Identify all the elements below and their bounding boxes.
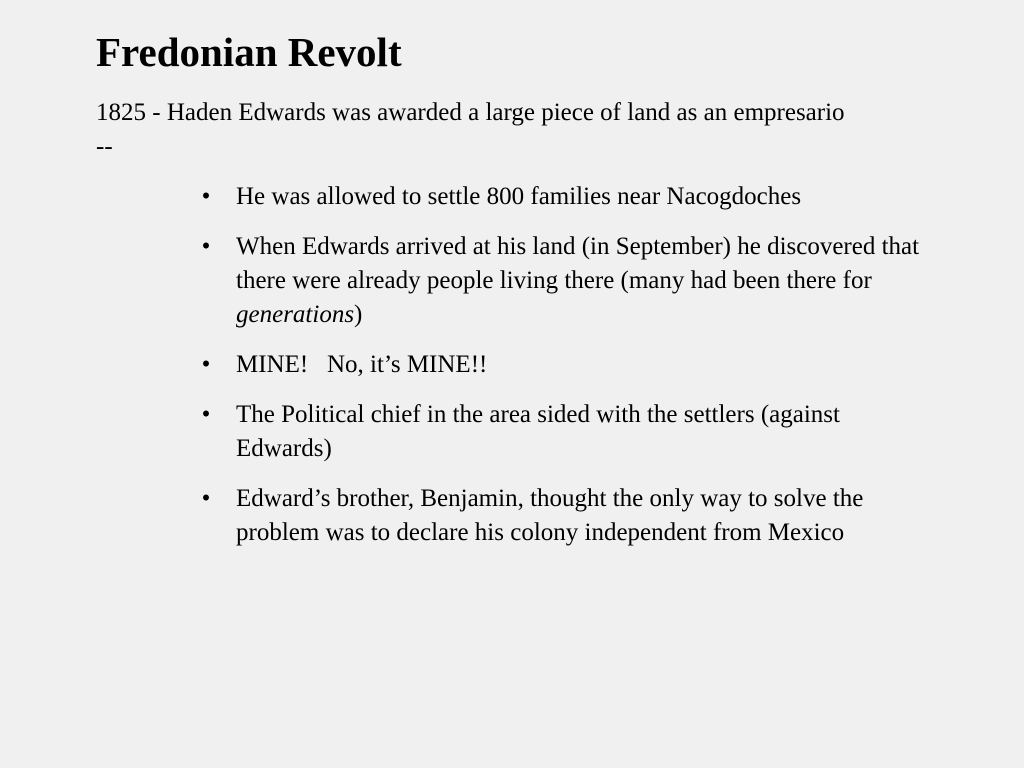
bullet-item-4: [196, 398, 936, 466]
bullet-marker: •: [201, 183, 211, 210]
bullet-text: He was allowed to settle 800 families near Nacogdoches: [236, 183, 802, 210]
bullet-text: The Political chief in the area sided with the settlers (against Edwards): [236, 401, 840, 462]
bullet-list: [196, 180, 936, 566]
bullet-marker: •: [201, 233, 211, 260]
slide-title: Fredonian Revolt: [96, 29, 402, 75]
intro-text: 1825 - Haden Edwards was awarded a large piece of land as an empresario --: [96, 99, 845, 160]
bullet-text: Edward’s brother, Benjamin, thought the only way to solve the problem was to declare his colony independent from Mexico: [236, 485, 864, 546]
bullet-item-5: [196, 482, 936, 550]
bullet-item-1: [196, 180, 936, 214]
bullet-marker: •: [201, 351, 211, 378]
bullet-text-emphasis: generations: [236, 301, 355, 328]
bullet-text: [236, 233, 919, 328]
bullet-text-end: ): [354, 301, 363, 328]
bullet-text-start: When Edwards arrived at his land (in September) he discovered that there were already people living there (many had been there for: [236, 233, 920, 294]
bullet-marker: •: [201, 485, 211, 512]
bullet-text: MINE! No, it’s MINE!!: [236, 351, 488, 378]
bullet-item-3: [196, 348, 936, 382]
bullet-item-2: [196, 230, 936, 332]
bullet-marker: •: [201, 401, 211, 428]
